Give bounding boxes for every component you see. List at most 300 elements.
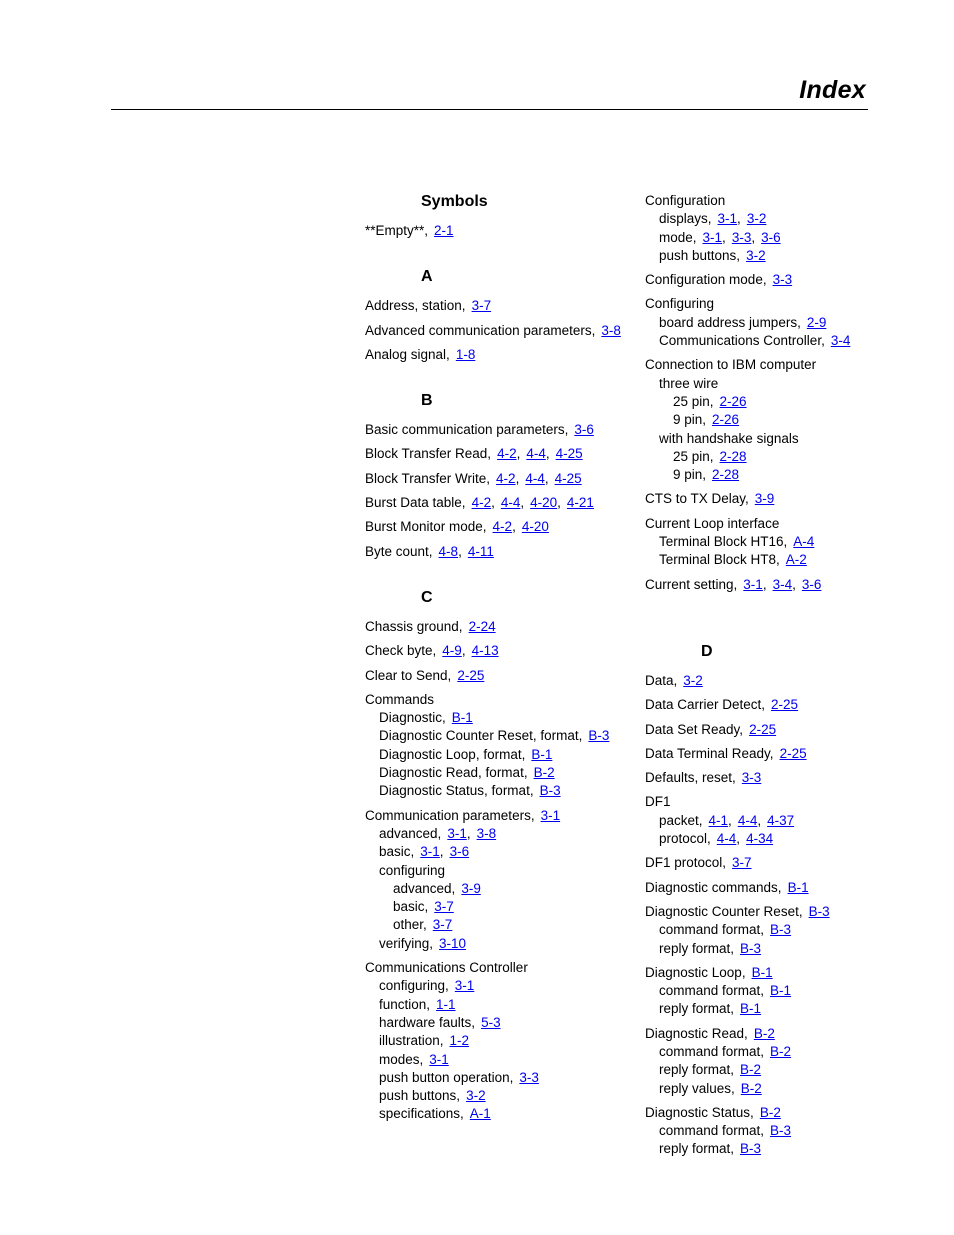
index-term [645,295,935,313]
index-term-text: Diagnostic Counter Reset, [645,903,803,919]
index-term [645,576,935,594]
index-subentry [645,393,935,411]
index-term-text: Configuring [645,296,715,312]
page-reference-link[interactable]: 3-1 [702,229,723,245]
index-entry [365,618,655,636]
index-entry [365,445,655,463]
page-reference-link[interactable]: 3-3 [519,1069,539,1085]
index-term-text: Configuration [645,193,726,208]
index-term-text: 25 pin, [673,393,714,409]
ref-separator: , [466,825,471,841]
index-subentry [365,862,655,880]
index-subentry [365,727,655,745]
page-reference-link[interactable]: 1-2 [449,1033,470,1049]
section-spacer [645,621,935,642]
index-subentry [365,843,655,861]
ref-separator: , [520,495,525,511]
index-term-text: command format, [659,1123,765,1139]
index-term-text: Terminal Block HT16, [659,534,788,550]
index-entry [645,903,935,958]
index-term-text: 9 pin, [673,412,707,428]
index-entry [645,490,935,508]
page-reference-link[interactable]: 4-4 [500,495,521,511]
index-subentry [365,880,655,898]
index-term [645,745,935,763]
page-reference-link[interactable]: 3-7 [432,917,453,933]
page-reference-link[interactable]: 3-4 [772,576,793,592]
page-reference-link[interactable]: 2-25 [749,721,777,737]
index-subentry [645,210,935,228]
page-reference-link[interactable]: B-3 [740,1141,762,1157]
index-column-right [645,192,935,1186]
index-entry [645,672,935,690]
index-term-text: modes, [379,1051,424,1067]
page-reference-link[interactable]: 2-1 [434,223,454,238]
index-term-text: reply format, [659,1062,735,1078]
ref-separator: , [792,576,796,592]
index-term-text: push buttons, [379,1088,461,1104]
index-entry [365,470,655,488]
page-reference-link[interactable]: 4-2 [471,495,492,511]
page-reference-link[interactable]: 3-6 [801,576,822,592]
ref-separator: , [737,211,741,227]
page-reference-link[interactable]: 4-8 [438,543,459,559]
index-entry [645,515,935,570]
index-entry [365,494,655,512]
page-reference-link[interactable]: 4-4 [737,812,758,828]
index-term [645,1025,935,1043]
index-term [365,959,655,977]
index-subentry [645,982,935,1000]
page-reference-link[interactable]: B-1 [770,983,792,999]
index-term-text: basic, [393,899,429,915]
index-term-text: DF1 protocol, [645,855,727,871]
page-reference-link[interactable]: 4-34 [746,831,774,847]
page-reference-link[interactable]: B-3 [770,1123,792,1139]
index-term-text: board address jumpers, [659,314,801,330]
index-term [365,518,655,536]
index-term-text: Current Loop interface [645,515,780,531]
page-reference-link[interactable]: A-1 [469,1106,491,1122]
page-reference-link[interactable]: 3-6 [574,422,594,438]
page-reference-link[interactable]: 4-25 [554,470,582,486]
index-entry [365,543,655,561]
index-subentry [645,1140,935,1158]
index-term-text: Byte count, [365,543,433,559]
page-reference-link[interactable]: 4-37 [767,812,795,828]
index-subentry [645,1000,935,1018]
page-reference-link[interactable]: 2-28 [712,467,740,483]
page-reference-link[interactable]: B-3 [808,903,830,919]
index-term [645,696,935,714]
index-term-text: Burst Monitor mode, [365,519,487,535]
page-reference-link[interactable]: 4-20 [530,495,558,511]
index-term [365,618,655,636]
page-reference-link[interactable]: 3-1 [454,978,475,994]
index-term-text: command format, [659,922,765,938]
index-section [645,621,935,1159]
index-subentry [365,709,655,727]
index-subentry [645,940,935,958]
index-subentry [645,533,935,551]
page-reference-link[interactable]: 3-3 [741,770,762,786]
index-term-text: function, [379,996,431,1012]
index-entry [365,322,655,340]
index-term-text: Diagnostic Read, format, [379,765,528,781]
index-subentry [365,1105,655,1123]
page-title: Index [799,76,866,104]
index-entry [645,356,935,484]
index-term [645,903,935,921]
page-reference-link[interactable]: 3-4 [830,333,851,349]
page-reference-link[interactable]: 3-2 [683,672,703,688]
index-subentry [365,1032,655,1050]
index-subentry [365,1069,655,1087]
page-reference-link[interactable]: B-1 [451,710,473,726]
index-entry [645,271,935,289]
index-entry [365,421,655,439]
index-entry [645,295,935,350]
page-reference-link[interactable]: B-1 [751,964,773,980]
page-reference-link[interactable]: 4-25 [555,446,583,462]
index-subentry [645,1122,935,1140]
page-reference-link[interactable]: B-2 [770,1043,792,1059]
index-entry [365,642,655,660]
index-term-text: command format, [659,983,765,999]
index-entry [365,297,655,315]
index-term-text: basic, [379,844,415,860]
section-heading: B [421,392,433,410]
index-term-text: other, [393,917,427,933]
index-term-text: push buttons, [659,247,741,263]
index-term-text: Block Transfer Write, [365,470,491,486]
index-term-text: hardware faults, [379,1014,476,1030]
page-reference-link[interactable]: 3-1 [540,807,561,823]
page-reference-link[interactable]: 2-24 [468,618,496,634]
page-reference-link[interactable]: 4-2 [497,446,517,462]
index-subentry [365,1051,655,1069]
page-reference-link[interactable]: 1-8 [455,346,476,362]
page-reference-link[interactable]: 3-8 [601,322,621,338]
index-term [365,222,655,240]
index-entry [645,854,935,872]
ref-separator: , [461,643,466,659]
index-section [365,588,655,1124]
page-reference-link[interactable]: A-2 [785,552,807,568]
index-subentry [645,551,935,569]
index-entry [365,518,655,536]
index-entry [645,769,935,787]
index-term-text: with handshake signals [659,430,799,446]
index-subentry [645,229,935,247]
index-entry [645,745,935,763]
page-reference-link[interactable]: 3-10 [439,935,467,951]
index-term [645,854,935,872]
page-reference-link[interactable]: 3-9 [754,491,775,507]
index-entry [645,964,935,1019]
index-term [645,356,935,374]
page-reference-link[interactable]: 3-7 [732,855,752,871]
page-reference-link[interactable]: B-2 [740,1062,762,1078]
page-reference-link[interactable]: 2-25 [457,667,485,683]
index-term [365,297,655,315]
index-entry [365,222,655,240]
index-subentry [645,812,935,830]
page-reference-link[interactable]: 4-2 [492,519,513,535]
index-term [645,515,935,533]
page-reference-link[interactable]: B-1 [787,879,809,895]
index-section [365,192,655,240]
index-term-text: Address, station, [365,298,466,314]
page-reference-link[interactable]: 3-8 [476,825,497,841]
index-section [365,391,655,561]
page-reference-link[interactable]: B-2 [753,1025,775,1041]
index-entry [365,667,655,685]
index-column-left [365,192,655,1151]
page-reference-link[interactable]: 2-26 [719,393,747,409]
page-reference-link[interactable]: 2-25 [771,697,799,713]
index-term-text: 25 pin, [673,448,714,464]
ref-separator: , [458,543,462,559]
page-reference-link[interactable]: B-2 [740,1080,762,1096]
page-reference-link[interactable]: 3-9 [461,880,481,896]
ref-separator: , [439,844,444,860]
index-term-text: reply values, [659,1080,735,1096]
index-term-text: Block Transfer Read, [365,446,492,462]
page-reference-link[interactable]: 4-4 [526,446,546,462]
index-entry [645,793,935,848]
page-reference-link[interactable]: 3-7 [471,298,492,314]
index-subentry [645,921,935,939]
index-term [365,691,655,709]
page-reference-link[interactable]: B-2 [533,765,555,781]
index-entry [365,959,655,1124]
page-reference-link[interactable]: 3-6 [449,844,470,860]
page-reference-link[interactable]: 3-1 [717,211,738,227]
page-reference-link[interactable]: B-3 [740,940,762,956]
page-reference-link[interactable]: 2-26 [712,412,740,428]
index-subentry [365,1014,655,1032]
index-entry [645,721,935,739]
index-term-text: reply format, [659,940,735,956]
page-reference-link[interactable]: 5-3 [481,1014,501,1030]
index-term-text: Configuration mode, [645,272,767,288]
page-reference-link[interactable]: 4-9 [442,643,462,659]
section-heading: Symbols [421,193,488,210]
index-term-text: mode, [659,229,697,245]
page-reference-link[interactable]: 1-1 [436,996,456,1012]
ref-separator: , [491,495,495,511]
page-reference-link[interactable]: 2-28 [719,448,747,464]
index-term-text: 9 pin, [673,467,707,483]
index-entry [645,192,935,265]
ref-separator: , [728,812,732,828]
index-term-text: displays, [659,211,712,227]
index-subentry [645,247,935,265]
ref-separator: , [762,576,767,592]
index-term [365,322,655,340]
index-term [365,346,655,364]
ref-separator: , [545,446,550,462]
page-reference-link[interactable]: 4-20 [521,519,549,535]
index-entry [365,807,655,953]
index-subentry [645,466,935,484]
page-reference-link[interactable]: 2-25 [779,745,807,761]
index-subentry [645,1080,935,1098]
index-term [365,543,655,561]
page-reference-link[interactable]: 3-1 [420,844,440,860]
index-subentry [365,916,655,934]
index-term-text: Diagnostic Status, [645,1104,754,1120]
index-term-text: Diagnostic commands, [645,879,782,895]
index-term-text: advanced, [379,825,442,841]
index-term-text: Diagnostic Read, [645,1025,748,1041]
ref-separator: , [722,229,726,245]
index-subentry [365,1087,655,1105]
index-term-text: Connection to IBM computer [645,357,817,373]
index-term-text: Diagnostic Status, format, [379,783,534,799]
index-subentry [645,411,935,429]
ref-separator: , [751,229,756,245]
ref-separator: , [516,446,521,462]
index-term-text: Diagnostic Counter Reset, format, [379,728,583,744]
index-term-text: reply format, [659,1001,735,1017]
page-reference-link[interactable]: 4-13 [471,643,499,659]
index-term [645,769,935,787]
index-entry [645,576,935,594]
index-term [365,807,655,825]
index-term [645,793,935,811]
page-reference-link[interactable]: 4-1 [708,812,729,828]
ref-separator: , [557,495,561,511]
index-term-text: Communications Controller, [659,333,825,349]
ref-separator: , [736,831,741,847]
index-term-text: DF1 [645,794,671,810]
ref-separator: , [544,470,549,486]
page-reference-link[interactable]: 3-3 [731,229,752,245]
index-term [365,642,655,660]
index-term-text: protocol, [659,831,711,847]
index-subentry [645,430,935,448]
index-term-text: Analog signal, [365,346,450,362]
index-term-text: Current setting, [645,576,738,592]
page-reference-link[interactable]: B-2 [759,1104,781,1120]
index-subentry [645,332,935,350]
page-reference-link[interactable]: 4-4 [716,831,737,847]
index-term-text: Chassis ground, [365,618,463,634]
index-term-text: Basic communication parameters, [365,422,569,438]
index-term-text: Diagnostic, [379,710,446,726]
page-reference-link[interactable]: 3-7 [434,899,454,915]
index-term [365,470,655,488]
index-term-text: verifying, [379,935,434,951]
index-term [645,672,935,690]
index-subentry [365,935,655,953]
index-term [645,490,935,508]
section-heading: C [421,588,433,606]
page-reference-link[interactable]: 3-1 [743,576,763,592]
page-reference-link[interactable]: B-1 [531,746,553,762]
index-term [645,1104,935,1122]
index-subentry [645,1043,935,1061]
index-term-text: command format, [659,1043,765,1059]
page-reference-link[interactable]: 3-2 [746,247,766,263]
title-rule [111,109,868,110]
page-reference-link[interactable]: 4-11 [467,543,494,559]
page-reference-link[interactable]: B-3 [770,922,792,938]
index-subentry [365,977,655,995]
index-term-text: configuring, [379,978,449,994]
page-reference-link[interactable]: 3-2 [466,1088,486,1104]
index-term-text: Data Terminal Ready, [645,745,774,761]
section-heading: D [701,642,713,660]
page-reference-link[interactable]: 4-2 [496,470,516,486]
index-entry [645,879,935,897]
index-entry [645,1025,935,1098]
index-subentry [645,830,935,848]
index-subentry [645,448,935,466]
ref-separator: , [512,519,516,535]
index-term-text: Check byte, [365,643,437,659]
page-reference-link[interactable]: 3-6 [761,229,781,245]
index-term [645,879,935,897]
page-reference-link[interactable]: 4-21 [566,495,594,511]
index-term [645,271,935,289]
index-term [645,964,935,982]
index-term-text: reply format, [659,1141,735,1157]
index-term [365,421,655,439]
page-reference-link[interactable]: B-3 [588,728,610,744]
index-term-text: packet, [659,812,703,828]
index-subentry [365,898,655,916]
index-subentry [645,375,935,393]
index-term [365,445,655,463]
page-reference-link[interactable]: 4-4 [525,470,545,486]
index-term-text: Data, [645,672,678,688]
index-term-text: specifications, [379,1106,464,1122]
index-subentry [645,1061,935,1079]
index-term-text: Burst Data table, [365,495,466,511]
index-term-text: Clear to Send, [365,667,452,683]
index-entry [645,1104,935,1159]
page-reference-link[interactable]: 3-1 [429,1051,449,1067]
index-subentry [365,764,655,782]
page-reference-link[interactable]: 3-3 [772,272,793,288]
index-term-text: Data Set Ready, [645,721,744,737]
index-term-text: Data Carrier Detect, [645,697,766,713]
index-term-text: Diagnostic Loop, format, [379,746,526,762]
ref-separator: , [757,812,762,828]
index-term-text: Commands [365,691,435,707]
page-reference-link[interactable]: B-3 [539,783,561,799]
page-reference-link[interactable]: 3-2 [746,211,767,227]
ref-separator: , [515,470,520,486]
page-reference-link[interactable]: B-1 [740,1001,762,1017]
page-reference-link[interactable]: 2-9 [806,314,827,330]
index-term-text: Diagnostic Loop, [645,964,746,980]
index-term-text: push button operation, [379,1069,514,1085]
index-subentry [365,782,655,800]
index-term [365,494,655,512]
index-entry [645,696,935,714]
index-term-text: Communication parameters, [365,807,535,823]
index-term-text: Communications Controller [365,960,528,976]
index-subentry [645,314,935,332]
page-reference-link[interactable]: A-4 [793,534,815,550]
index-term-text: advanced, [393,880,456,896]
page-reference-link[interactable]: 3-1 [447,825,467,841]
index-term-text: three wire [659,375,719,391]
